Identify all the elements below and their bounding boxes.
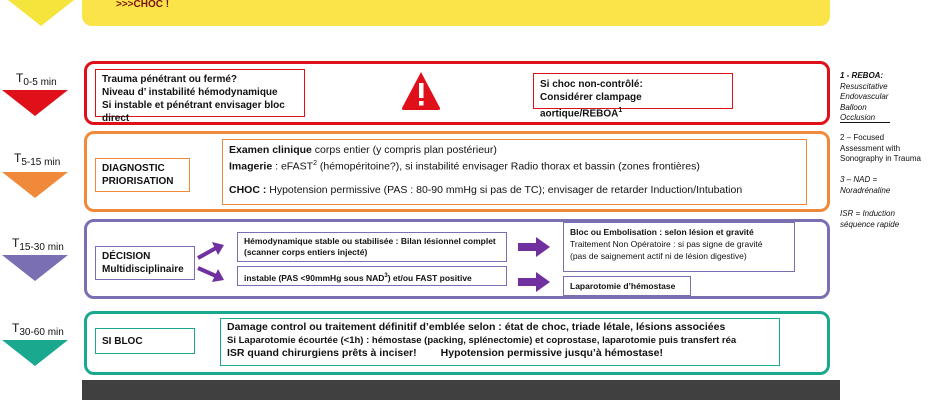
phase3-unstable-box: instable (PAS <90mmHg sous NAD$^3$) et/ou FAST positive — [237, 266, 507, 286]
side-note-isr: ISR = Induction séquence rapide — [840, 209, 900, 229]
warning-triangle-icon — [400, 70, 442, 112]
phase4-arrow — [2, 340, 68, 366]
side-note-fast: 2 – Focused Assessment with Sonography in Trauma — [840, 133, 921, 163]
side-note-nad: 3 – NAD = Noradrénaline — [840, 175, 891, 195]
phase1-right-box: Si choc non-contrôlé: Considérer clampage aortique/REBOA$^1$ — [533, 73, 733, 109]
time-label-15-30: $T_{15-30 min}$ — [12, 236, 64, 253]
phase3-fork-arrows — [196, 238, 226, 286]
time-label-5-15: $T_{5-15 min}$ — [14, 151, 61, 168]
phase4-label-box: SI BLOC — [95, 328, 195, 354]
phase3-arrow — [2, 255, 68, 281]
top-yellow-arrow — [8, 0, 74, 26]
phase4-text-box: Damage control ou traitement définitif d’emblée selon : état de choc, triade létale, lésions associées Si Laparotomie écourtée (<1h) : hémostase (packing, splénectomie) et coprostase, laparotomie puis transfert réa ISR quand chirurgiens prêts à inciser! Hypotension permissive jusqu’à hémostase! — [220, 318, 780, 366]
phase3-laparo-box: Laparotomie d’hémostase — [563, 276, 691, 296]
phase2-arrow — [2, 172, 68, 198]
time-label-0-5: $T_{0-5 min}$ — [16, 71, 57, 88]
phase3-bloc-box: Bloc ou Embolisation : selon lésion et gravité Traitement Non Opératoire : si pas signe de gravité (pas de saignement actif ni de lésion digestive) — [563, 222, 795, 272]
side-divider — [840, 122, 890, 123]
phase2-exam-box: Examen clinique corps entier (y compris plan postérieur) Imagerie : eFAST$^2$ (hémopéritoine?), si instabilité envisager Radio thorax et bassin (zones frontières) CHOC : Hypotension permissive (PAS : 80-90 mmHg si pas de TC); envisager de retarder Induction/Intubation — [222, 139, 807, 205]
phase3-stable-box: Hémodynamique stable ou stabilisée : Bilan lésionnel complet (scanner corps entiers injecté) — [237, 232, 507, 262]
phase1-left-box: Trauma pénétrant ou fermé? Niveau d’ instabilité hémodynamique Si instable et pénétrant envisager bloc direct — [95, 69, 305, 117]
phase3-label-box: DÉCISION Multidisciplinaire — [95, 246, 195, 280]
top-banner — [82, 0, 830, 26]
side-note-reboa: 1 - REBOA: Resuscitative Endovascular Balloon Occlusion — [840, 71, 889, 122]
phase3-arrow-to-bloc — [518, 237, 550, 257]
time-label-30-60: $T_{30-60 min}$ — [12, 321, 64, 338]
phase1-arrow — [2, 90, 68, 116]
top-banner-line2: >>>CHOC ! — [116, 0, 170, 10]
phase3-arrow-to-laparo — [518, 272, 550, 292]
phase2-label-box: DIAGNOSTIC PRIORISATION — [95, 158, 190, 192]
bottom-bar — [82, 380, 840, 400]
